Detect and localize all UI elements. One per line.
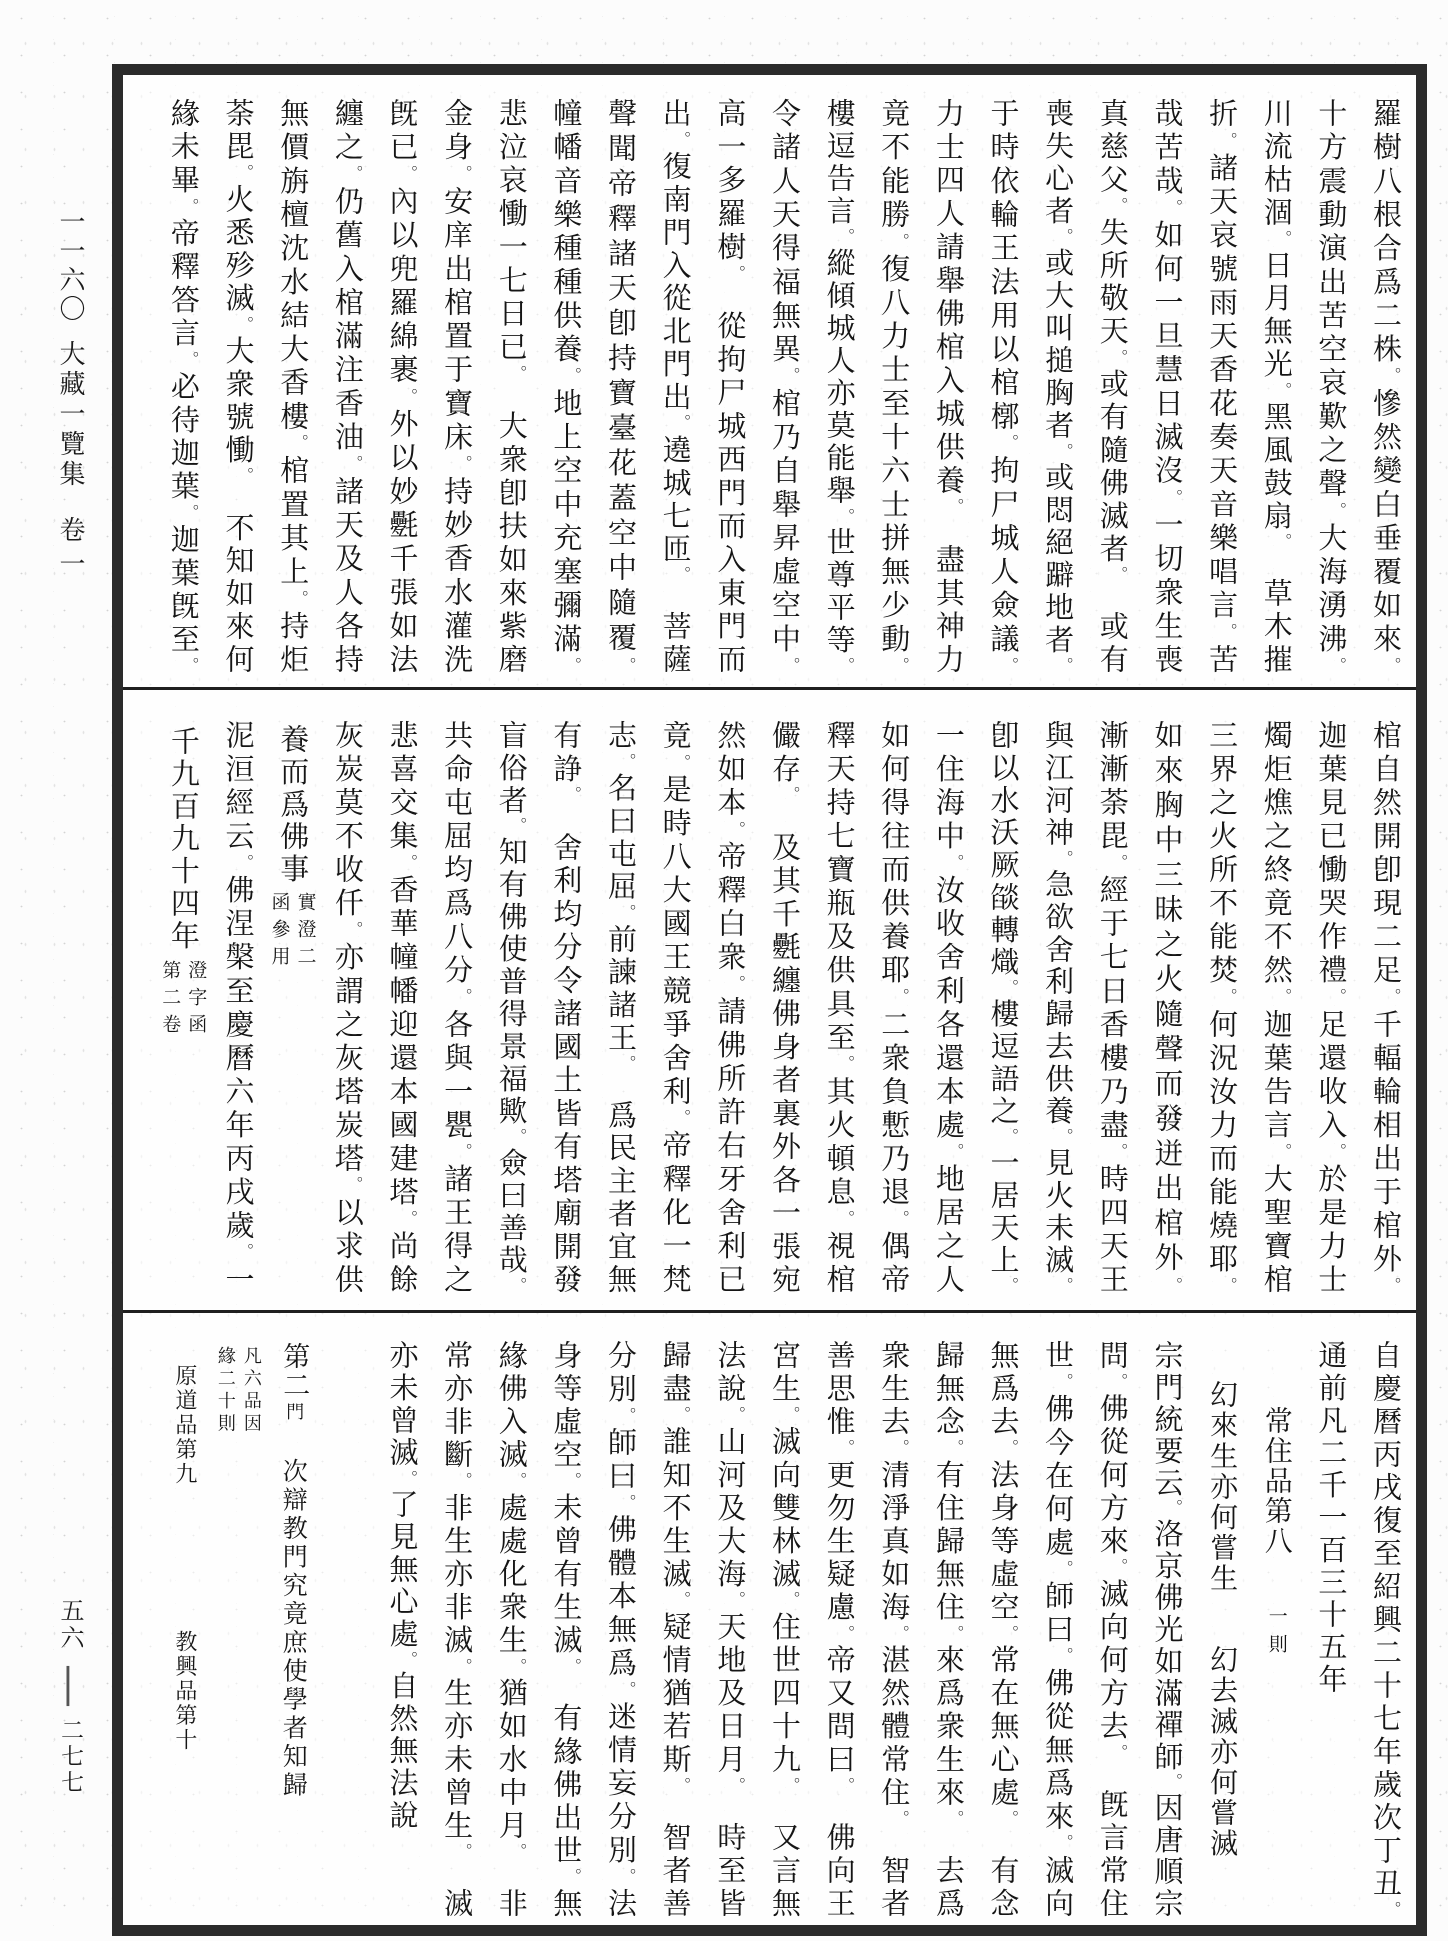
punctuation-circle: 。 (672, 566, 692, 579)
punctuation-circle: 。 (1055, 442, 1075, 462)
annotated-column (266, 720, 321, 1293)
punctuation-circle: 。 (1055, 849, 1075, 869)
punctuation-circle: 。 (1000, 1809, 1020, 1822)
punctuation-circle: 。 (891, 1209, 911, 1231)
punctuation-circle: 。 (1000, 1128, 1020, 1148)
punctuation-circle: 。 (945, 854, 965, 875)
text-column: 于時依輪王法用以棺槨。拘尸城人僉議。 (986, 98, 1021, 674)
text-column: 常亦非斷。非生亦非滅。生亦未曾生。 滅 (440, 1340, 475, 1918)
text-column: 纏之。仍舊入棺滿注香油。諸天及人各持 (330, 98, 365, 674)
text-column: 令諸人天得福無異。棺乃自舉昇虛空中。 (767, 98, 802, 674)
punctuation-circle: 。 (563, 657, 583, 674)
text-column: 悲喜交集。香華幢幡迎還本國建塔。尚餘 (385, 720, 420, 1294)
punctuation-circle: 。 (563, 367, 583, 388)
annotated-column (156, 720, 211, 1293)
punctuation-circle: 。 (1164, 198, 1184, 220)
punctuation-circle: 。 (1055, 657, 1075, 673)
text-column: 世。佛今在何處。師曰。佛從無爲來。滅向 (1041, 1340, 1076, 1918)
text-column: 喪失心者。或大叫搥胸者。或悶絕躃地者。 (1041, 98, 1076, 673)
text-column: 分別。師曰。佛體本無爲。迷情妄分別。法 (604, 1340, 639, 1918)
text-column: 衆生去。清淨真如海。湛然體常住。 智者 (877, 1340, 912, 1918)
punctuation-circle: 。 (836, 1209, 856, 1231)
text-column: 歸盡。誰知不生滅。疑情猶若斯。 智者善 (658, 1340, 693, 1918)
punctuation-circle: 。 (290, 589, 310, 611)
punctuation-circle: 。 (891, 988, 911, 1009)
text-column: 旣已。內以兜羅綿裹。外以妙氎千張如法 (385, 98, 420, 674)
punctuation-circle: 。 (727, 820, 747, 842)
punctuation-circle: 。 (235, 163, 255, 184)
punctuation-circle: 。 (891, 1809, 911, 1822)
chapter-title: 原道品第九 (171, 1364, 197, 1487)
chapter-title: 教興品第十 (171, 1630, 197, 1753)
chapter-list-column (156, 1340, 211, 1917)
punctuation-circle: 。 (454, 1472, 474, 1493)
punctuation-circle: 。 (1383, 1277, 1402, 1294)
punctuation-circle: 。 (290, 434, 310, 456)
punctuation-circle: 。 (945, 1142, 965, 1164)
text-column: 荼毘。火悉殄滅。大衆號慟。 不知如來何 (221, 98, 256, 674)
punctuation-circle: 。 (1055, 1834, 1075, 1855)
punctuation-circle: 。 (891, 657, 911, 674)
punctuation-circle: 。 (235, 467, 255, 480)
text-column: 志。名曰屯屈。前諫諸王。 爲民主者宜無 (604, 720, 639, 1294)
punctuation-circle: 。 (235, 1243, 255, 1265)
punctuation-circle: 。 (618, 1055, 638, 1068)
text-column: 一住海中。汝收舍利各還本處。地居之人 (931, 720, 966, 1294)
punctuation-circle: 。 (1219, 1277, 1239, 1294)
punctuation-circle: 。 (1000, 1277, 1020, 1294)
punctuation-circle: 。 (454, 1142, 474, 1164)
punctuation-circle: 。 (1164, 1499, 1184, 1519)
punctuation-circle: 。 (1000, 434, 1020, 456)
punctuation-circle: 。 (781, 786, 801, 799)
punctuation-circle: 。 (344, 921, 364, 942)
punctuation-circle: 。 (563, 1657, 583, 1670)
punctuation-circle: 。 (180, 350, 200, 372)
punctuation-circle: 。 (1109, 1558, 1129, 1579)
punctuation-circle: 。 (1055, 1560, 1075, 1581)
text-column: 十方震動演出苦空哀歎之聲。大海湧沸。 (1314, 98, 1349, 674)
text-column: 金身。安庠出棺置于寶床。持妙香水灌洗 (440, 98, 475, 674)
text-column: 無爲去。法身等虛空。常在無心處。 有念 (986, 1340, 1021, 1918)
punctuation-circle: 。 (1273, 988, 1293, 1009)
chapter-heading: 常住品第八 (1260, 1406, 1294, 1556)
punctuation-circle: 。 (508, 364, 528, 378)
punctuation-circle: 。 (672, 1776, 692, 1789)
punctuation-circle: 。 (1273, 229, 1293, 250)
text-column: 竟不能勝。復八力士至十六士拼無少動。 (877, 98, 912, 674)
punctuation-circle: 。 (727, 1406, 747, 1427)
note-line: 澄字函 (185, 960, 208, 1041)
punctuation-circle: 。 (836, 657, 856, 673)
text-column: 迦葉見已慟哭作禮。足還收入。於是力士 (1314, 720, 1349, 1294)
punctuation-circle: 。 (1328, 988, 1348, 1009)
punctuation-circle: 。 (344, 165, 364, 186)
punctuation-circle: 。 (836, 507, 856, 527)
section-description: 次辯教門究竟庶使學者知歸 (279, 1458, 309, 1800)
register-middle (156, 720, 1413, 1293)
punctuation-circle: 。 (1383, 657, 1402, 674)
punctuation-circle: 。 (180, 197, 200, 218)
punctuation-circle: 。 (454, 1842, 474, 1855)
punctuation-circle: 。 (1219, 623, 1239, 645)
text-column: 儼存。 及其千氎纏佛身者裏外各一張宛 (767, 720, 802, 1294)
chapter-heading-column (1249, 1340, 1304, 1917)
punctuation-circle: 。 (1055, 1128, 1075, 1148)
text-column: 盲俗者。知有佛使普得景福歟。僉曰善哉。 (494, 720, 529, 1294)
interlinear-note (157, 960, 209, 1090)
column-spacer (320, 1340, 375, 1917)
punctuation-circle: 。 (1055, 1647, 1075, 1668)
punctuation-circle: 。 (180, 657, 200, 674)
text-column: 問。佛從何方來。滅向何方去。 旣言常住 (1095, 1340, 1130, 1918)
punctuation-circle: 。 (1000, 657, 1020, 674)
punctuation-circle: 。 (399, 854, 419, 875)
punctuation-circle: 。 (1109, 1743, 1129, 1756)
section-note-column (211, 1340, 266, 1917)
punctuation-circle: 。 (618, 1406, 638, 1428)
punctuation-circle: 。 (672, 414, 692, 435)
text-column: 力士四人請舉佛棺入城供養。 盡其神力 (931, 98, 966, 674)
punctuation-circle: 。 (454, 988, 474, 1009)
punctuation-circle: 。 (508, 1657, 528, 1678)
text-column: 卽以水沃厥燄轉熾。樓逗語之。一居天上。 (986, 720, 1021, 1294)
punctuation-circle: 。 (1328, 501, 1348, 523)
punctuation-circle: 。 (672, 753, 692, 775)
verse-column (1194, 1340, 1249, 1917)
punctuation-circle: 。 (836, 1439, 856, 1460)
punctuation-circle: 。 (727, 975, 747, 996)
section-heading-column (266, 1340, 321, 1917)
punctuation-circle: 。 (508, 1128, 528, 1148)
punctuation-circle: 。 (399, 165, 419, 186)
punctuation-circle: 。 (1328, 657, 1348, 674)
text-column: 折。諸天哀號雨天香花奏天音樂唱言。苦 (1205, 98, 1240, 674)
note-line: 凡六品因 (240, 1346, 262, 1436)
punctuation-circle: 。 (1219, 131, 1239, 153)
text-column: 羅樹八根合爲二株。慘然變白垂覆如來。 (1369, 98, 1403, 674)
punctuation-circle: 。 (1164, 488, 1184, 510)
punctuation-circle: 。 (618, 1867, 638, 1889)
punctuation-circle: 。 (454, 455, 474, 476)
text-column: 泥洹經云。佛涅槃至慶曆六年丙戌歲。一 (221, 720, 256, 1294)
punctuation-circle: 。 (1273, 381, 1293, 402)
punctuation-circle: 。 (1273, 533, 1293, 546)
punctuation-circle: 。 (1219, 988, 1239, 1009)
text-column: 燭炬燋之終竟不然。迦葉告言。大聖寶棺 (1259, 720, 1294, 1294)
verse-line: 幻來生亦何嘗生 (1206, 1380, 1240, 1595)
punctuation-circle: 。 (727, 1776, 747, 1789)
text-column: 宗門統要云。洛京佛光如滿禪師。因唐順宗 (1150, 1340, 1185, 1918)
section-title-suffix: 門 (283, 1402, 305, 1420)
collection-sequence-number: 一一六〇 (55, 208, 85, 324)
punctuation-circle: 。 (672, 1406, 692, 1427)
punctuation-circle: 。 (618, 904, 638, 924)
section-title: 第二 (278, 1342, 310, 1400)
punctuation-circle: 。 (1164, 1277, 1184, 1293)
punctuation-circle: 。 (344, 1176, 364, 1197)
page-number-separator: — (45, 1664, 96, 1708)
punctuation-circle: 。 (508, 1472, 528, 1493)
text-column: 自慶曆丙戌復至紹興二十七年歲次丁丑。 (1369, 1340, 1403, 1917)
punctuation-circle: 。 (618, 1680, 638, 1702)
text-column: 共命屯屈均爲八分。各與一甖。諸王得之 (440, 720, 475, 1294)
punctuation-circle: 。 (672, 1109, 692, 1130)
punctuation-circle: 。 (454, 165, 474, 186)
punctuation-circle: 。 (891, 232, 911, 254)
text-column: 然如本。帝釋白衆。請佛所許右牙舍利已 (713, 720, 748, 1294)
punctuation-circle: 。 (618, 1493, 638, 1515)
verse-line: 幻去滅亦何嘗滅 (1206, 1645, 1240, 1860)
punctuation-circle: 。 (1383, 988, 1402, 1009)
punctuation-circle: 。 (781, 1406, 801, 1427)
text-column: 川流枯涸。日月無光。黑風鼓扇。 草木摧 (1259, 98, 1294, 674)
punctuation-circle: 。 (235, 854, 255, 875)
text-column: 身等虛空。未曾有生滅。 有緣佛出世。無 (549, 1340, 584, 1918)
text-column: 與江河神。急欲舍利歸去供養。見火未滅。 (1041, 720, 1076, 1294)
text-column: 宮生。滅向雙林滅。住世四十九。 又言無 (767, 1340, 802, 1918)
note-line: 函參用 (268, 892, 291, 973)
punctuation-circle: 。 (1273, 1142, 1293, 1164)
punctuation-circle: 。 (508, 817, 528, 837)
page-number: 二七七 (57, 1718, 83, 1796)
text-column: 悲泣哀慟一七日已。 大衆卽扶如來紫磨 (494, 98, 529, 674)
punctuation-circle: 。 (1109, 348, 1129, 369)
column-text: 千九百九十四年 (166, 726, 201, 953)
text-column: 無價旃檀沈水結大香樓。棺置其上。持炬 (276, 98, 311, 674)
punctuation-circle: 。 (618, 657, 638, 673)
punctuation-circle: 。 (1000, 1624, 1020, 1645)
punctuation-circle: 。 (399, 1209, 419, 1231)
punctuation-circle: 。 (1055, 1373, 1075, 1394)
punctuation-circle: 。 (781, 657, 801, 674)
punctuation-circle: 。 (945, 498, 965, 511)
text-column: 聲聞帝釋諸天卽持寶臺花蓋空中隨覆。 (604, 98, 639, 673)
text-column: 如來胸中三昧之火隨聲而發迸出棺外。 (1150, 720, 1185, 1293)
punctuation-circle: 。 (945, 1439, 965, 1460)
punctuation-circle: 。 (1109, 566, 1129, 579)
text-column: 歸無念。有住歸無住。來爲衆生來。 去爲 (931, 1340, 966, 1918)
punctuation-circle: 。 (945, 1809, 965, 1822)
register-bottom (156, 1340, 1413, 1917)
chapter-item-count: 一則 (1265, 1606, 1288, 1662)
punctuation-circle: 。 (1000, 1439, 1020, 1460)
text-column: 通前凡二千一百三十五年 (1314, 1340, 1349, 1697)
volume-number: 五六 (56, 1598, 84, 1652)
punctuation-circle: 。 (508, 1277, 528, 1294)
punctuation-circle: 。 (180, 503, 200, 525)
register-divider (123, 687, 1416, 690)
punctuation-circle: 。 (672, 130, 692, 151)
punctuation-circle: 。 (727, 1591, 747, 1612)
note-line: 第二卷 (159, 960, 182, 1041)
text-column: 幢幡音樂種種供養。地上空中充塞彌滿。 (549, 98, 584, 674)
punctuation-circle: 。 (836, 1055, 856, 1076)
punctuation-circle: 。 (781, 367, 801, 388)
punctuation-circle: 。 (1000, 979, 1020, 999)
text-column: 樓逗告言。縱傾城人亦莫能舉。世尊平等。 (822, 98, 857, 673)
punctuation-circle: 。 (836, 228, 856, 248)
text-column: 緣佛入滅。處處化衆生。猶如水中月。 非 (494, 1340, 529, 1918)
punctuation-circle: 。 (836, 1776, 856, 1789)
text-column: 漸漸荼毘。經于七日香樓乃盡。時四天王 (1095, 720, 1130, 1294)
punctuation-circle: 。 (563, 786, 583, 799)
punctuation-circle: 。 (1055, 228, 1075, 248)
text-column: 竟。是時八大國王競爭舍利。帝釋化一梵 (658, 720, 693, 1294)
fascicle-label: 卷一 (55, 516, 85, 584)
column-text: 養而爲佛事 (276, 724, 311, 886)
punctuation-circle: 。 (1109, 1142, 1129, 1164)
punctuation-circle: 。 (1109, 1373, 1129, 1394)
text-column: 有諍。 舍利均分令諸國土皆有塔廟開發 (549, 720, 584, 1294)
punctuation-circle: 。 (945, 1624, 965, 1645)
punctuation-circle: 。 (1383, 1901, 1402, 1917)
punctuation-circle: 。 (563, 1867, 583, 1889)
text-column: 如何得往而供養耶。二衆負慙乃退。偶帝 (877, 720, 912, 1294)
text-column: 棺自然開卽現二足。千輻輪相出于棺外。 (1369, 720, 1403, 1294)
punctuation-circle: 。 (727, 264, 747, 278)
punctuation-circle: 。 (836, 1624, 856, 1645)
punctuation-circle: 。 (399, 1651, 419, 1671)
text-column: 灰炭莫不收仟。亦謂之灰塔炭塔。以求供 (330, 720, 365, 1294)
punctuation-circle: 。 (1383, 367, 1402, 388)
punctuation-circle: 。 (563, 1472, 583, 1493)
punctuation-circle: 。 (344, 455, 364, 476)
text-column: 亦未曾滅。了見無心處。自然無法說 (385, 1340, 420, 1833)
punctuation-circle: 。 (891, 1624, 911, 1645)
punctuation-circle: 。 (508, 1842, 528, 1855)
punctuation-circle: 。 (235, 315, 255, 336)
text-column: 善思惟。更勿生疑慮。帝又問曰。 佛向王 (822, 1340, 857, 1918)
punctuation-circle: 。 (399, 1469, 419, 1490)
punctuation-circle: 。 (672, 1591, 692, 1612)
text-column: 出。復南門入從北門出。遶城七匝。 菩薩 (658, 98, 693, 674)
text-column: 高一多羅樹。 從拘尸城西門而入東門而 (713, 98, 748, 674)
text-column: 緣未畢。帝釋答言。必待迦葉。迦葉旣至。 (166, 98, 201, 674)
punctuation-circle: 。 (1164, 1773, 1184, 1793)
punctuation-circle: 。 (1109, 196, 1129, 217)
section-note (212, 1346, 264, 1476)
text-column: 真慈父。失所敬天。或有隨佛滅者。 或有 (1095, 98, 1130, 674)
punctuation-circle: 。 (891, 1439, 911, 1460)
punctuation-circle: 。 (781, 1776, 801, 1789)
punctuation-circle: 。 (399, 387, 419, 409)
interlinear-note (267, 892, 319, 1022)
punctuation-circle: 。 (1109, 854, 1129, 875)
punctuation-circle: 。 (454, 1657, 474, 1678)
text-column: 哉苦哉。如何一旦慧日滅沒。一切衆生喪 (1150, 98, 1185, 674)
note-line: 實澄二 (294, 892, 317, 973)
text-column: 釋天持七寶瓶及供具至。其火頓息。視棺 (822, 720, 857, 1294)
punctuation-circle: 。 (1055, 1277, 1075, 1294)
note-line: 緣二十則 (214, 1346, 236, 1436)
punctuation-circle: 。 (618, 752, 638, 773)
punctuation-circle: 。 (1328, 1142, 1348, 1164)
register-top (156, 98, 1413, 673)
register-divider (123, 1310, 1416, 1313)
book-title: 大藏一覽集 (55, 340, 85, 490)
punctuation-circle: 。 (781, 1591, 801, 1612)
text-column: 法說。山河及大海。天地及日月。 時至皆 (713, 1340, 748, 1918)
text-column: 三界之火所不能焚。何況汝力而能燒耶。 (1205, 720, 1240, 1294)
